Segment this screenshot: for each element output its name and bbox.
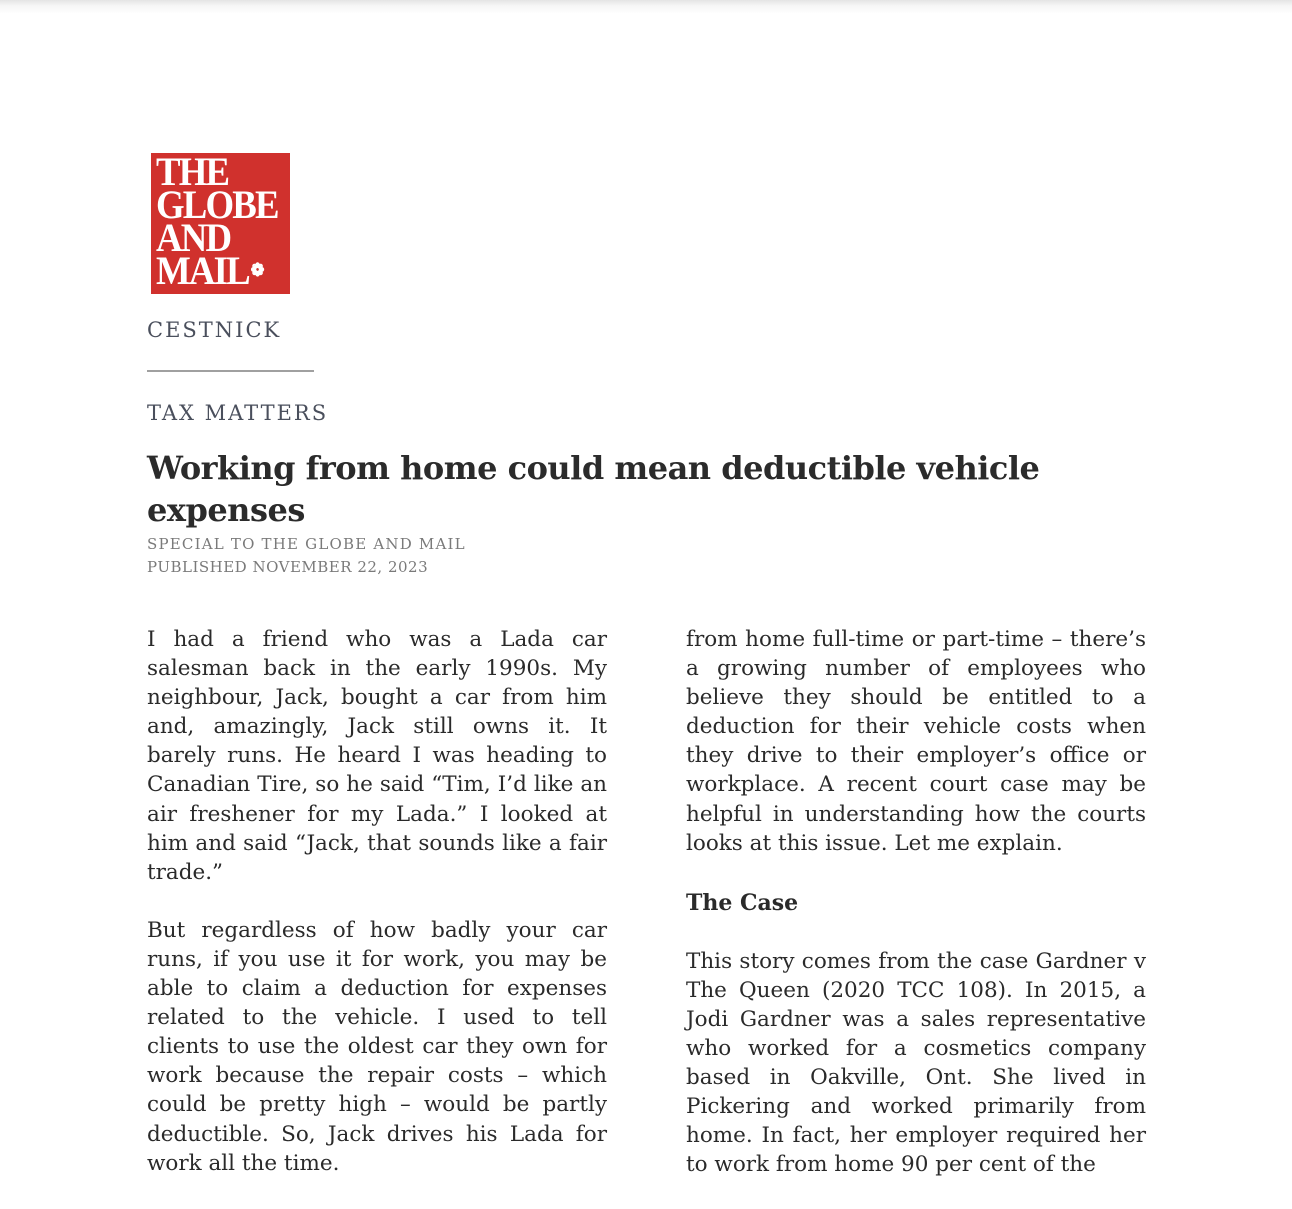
logo-line-2: GLOBE (156, 182, 278, 227)
logo-line-4 (156, 248, 279, 293)
body-paragraph: But regardless of how badly your car runs, if you use it for work, you may be able to claim a deduction for expenses related to the vehicle. I used to tell clients to use the oldest car they own for work because the repair costs – which could be pretty high – would be partly deductible. So, Jack drives his Lada for work all the time. (147, 917, 607, 1176)
logo-line-1: THE (156, 153, 229, 194)
subheading-the-case: The Case (686, 889, 799, 916)
byline: SPECIAL TO THE GLOBE AND MAIL (147, 535, 466, 553)
logo-line-3: AND (156, 215, 231, 260)
page-top-edge (0, 0, 1292, 14)
article-column-right (686, 625, 1146, 1209)
maple-leaf-icon: ❁ (250, 260, 265, 280)
section-label: TAX MATTERS (147, 401, 329, 425)
published-date: PUBLISHED NOVEMBER 22, 2023 (147, 558, 429, 576)
globe-and-mail-logo (151, 153, 290, 294)
body-paragraph: I had a friend who was a Lada car salesman back in the early 1990s. My neighbour, Jack, bought a car from him and, amazingly, Jack still owns it. It barely runs. He heard I was heading to Canadian Tire, so he said “Tim, I’d like an air freshener for my Lada.” I looked at him and said “Jack, that sounds like a fair trade.” (147, 627, 607, 885)
article-headline: Working from home could mean deductible vehicle expenses (147, 449, 1040, 529)
author-kicker: CESTNICK (147, 318, 282, 342)
kicker-divider (147, 370, 314, 372)
body-paragraph: from home full-time or part-time – there’s a growing number of employees who believe they should be entitled to a deduction for their vehicle costs when they drive to their employer’s office or workplace. A recent court case may be helpful in understanding how the courts looks at this issue. Let me explain. (686, 627, 1146, 856)
body-paragraph: This story comes from the case Gardner v The Queen (2020 TCC 108). In 2015, a Jodi Gardner was a sales representative who worked for a cosmetics company based in Oakville, Ont. She lived in Pickering and worked primarily from home. In fact, her employer required her to work from home 90 per cent of the (686, 948, 1146, 1178)
article-column-left (147, 625, 607, 1207)
logo-line-4-text: MAIL (156, 248, 249, 293)
